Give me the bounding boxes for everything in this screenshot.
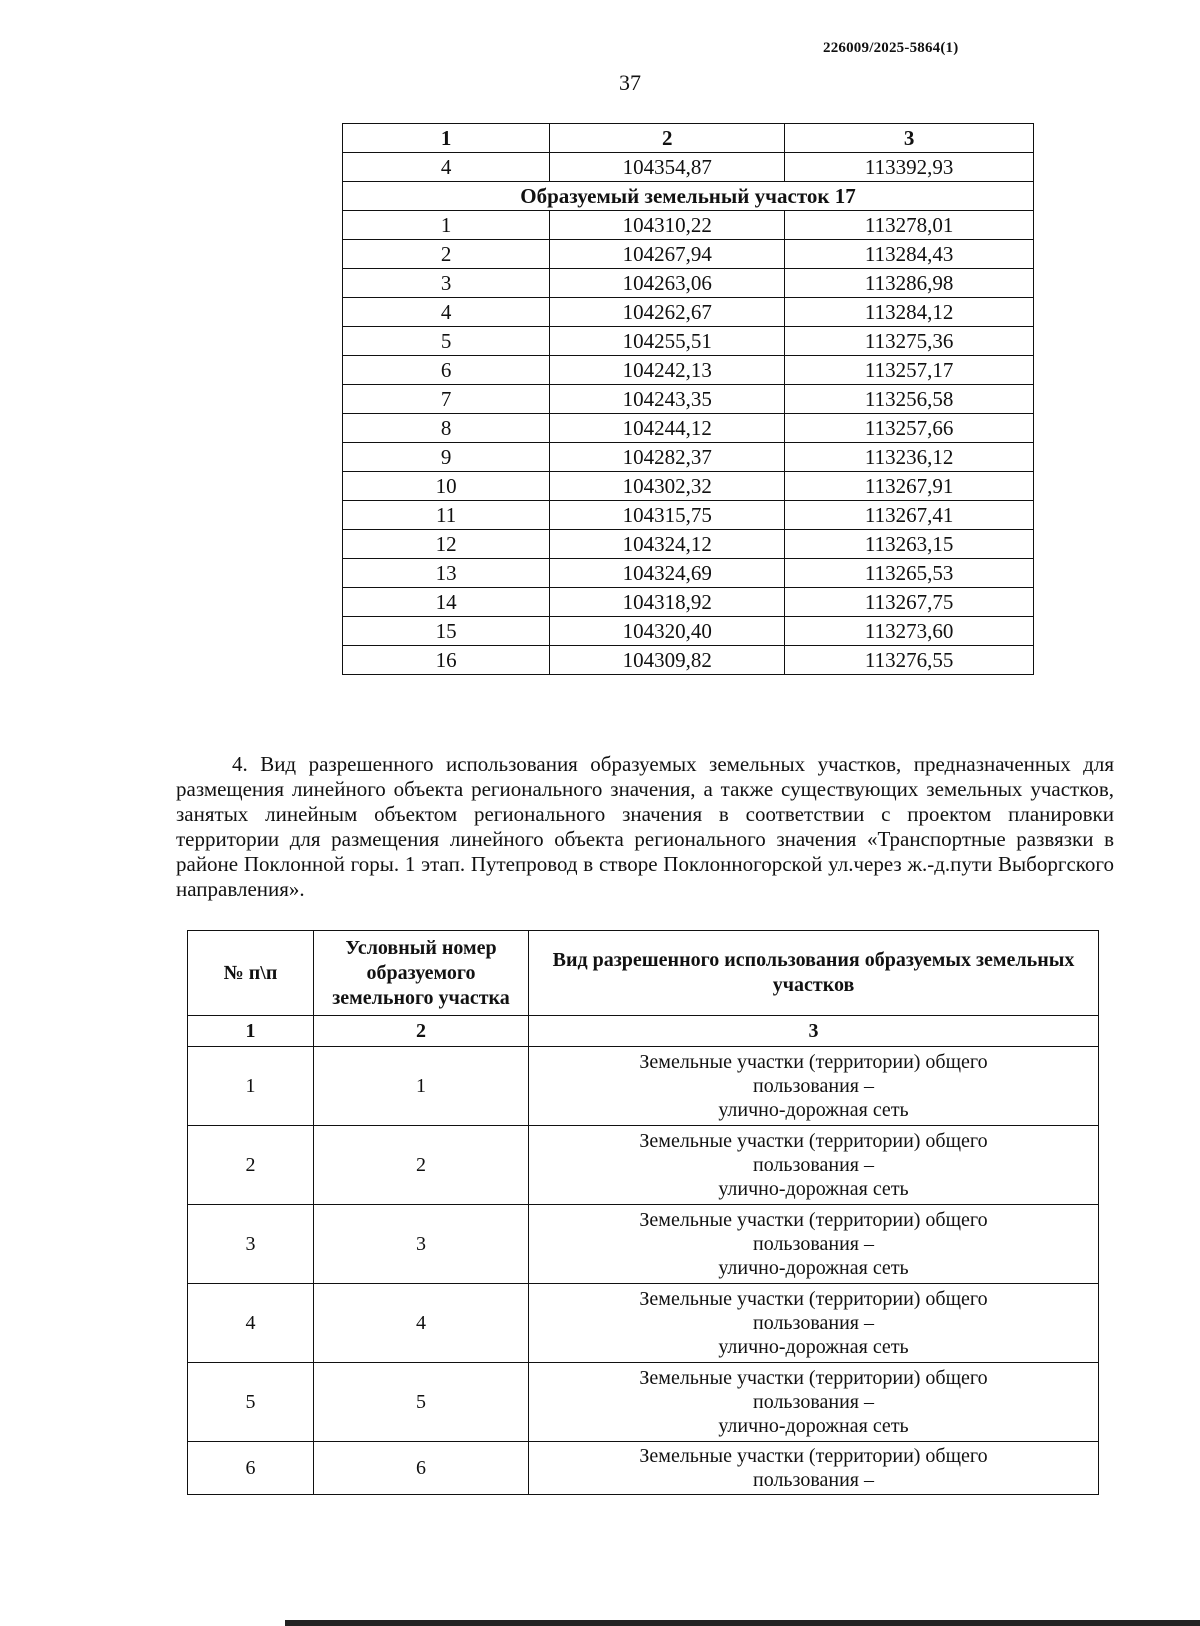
coord-cell: 113267,75 bbox=[785, 588, 1034, 617]
coord-cell: 104324,12 bbox=[550, 530, 785, 559]
permitted-use-table bbox=[187, 930, 1099, 1495]
coord-header-row bbox=[343, 124, 1034, 153]
document-id: 226009/2025-5864(1) bbox=[823, 40, 959, 56]
coord-cell: 12 bbox=[343, 530, 550, 559]
use-description-line: пользования – bbox=[753, 1312, 874, 1334]
coord-cell: 104243,35 bbox=[550, 385, 785, 414]
coord-cell: 5 bbox=[343, 327, 550, 356]
coord-cell: 113267,91 bbox=[785, 472, 1034, 501]
coord-cell: 4 bbox=[343, 153, 550, 182]
coord-row bbox=[343, 646, 1034, 675]
use-row-number: 4 bbox=[188, 1284, 314, 1363]
use-row-number: 5 bbox=[188, 1363, 314, 1442]
coord-cell: 13 bbox=[343, 559, 550, 588]
coord-row bbox=[343, 385, 1034, 414]
coord-cell: 113236,12 bbox=[785, 443, 1034, 472]
use-row bbox=[188, 1284, 1099, 1363]
coord-cell: 113286,98 bbox=[785, 269, 1034, 298]
use-column-numbers-row bbox=[188, 1016, 1099, 1047]
coord-row bbox=[343, 240, 1034, 269]
coord-row bbox=[343, 588, 1034, 617]
coord-cell: 1 bbox=[343, 211, 550, 240]
coord-cell: 2 bbox=[343, 240, 550, 269]
use-description-line: пользования – bbox=[753, 1233, 874, 1255]
coord-row bbox=[343, 501, 1034, 530]
coord-row bbox=[343, 269, 1034, 298]
coord-cell: 104262,67 bbox=[550, 298, 785, 327]
use-plot-number: 6 bbox=[314, 1442, 529, 1495]
coord-cell: 104255,51 bbox=[550, 327, 785, 356]
paragraph-4 bbox=[176, 752, 1114, 902]
coord-cell: 104302,32 bbox=[550, 472, 785, 501]
use-row-number: 6 bbox=[188, 1442, 314, 1495]
page-number: 37 bbox=[619, 70, 641, 95]
coord-cell: 113263,15 bbox=[785, 530, 1034, 559]
use-description-line: улично-дорожная сеть bbox=[718, 1099, 909, 1121]
coord-row bbox=[343, 211, 1034, 240]
coord-cell: 6 bbox=[343, 356, 550, 385]
use-plot-number: 5 bbox=[314, 1363, 529, 1442]
use-plot-number: 2 bbox=[314, 1126, 529, 1205]
coord-cell: 104315,75 bbox=[550, 501, 785, 530]
coord-cell: 8 bbox=[343, 414, 550, 443]
coord-cell: 104242,13 bbox=[550, 356, 785, 385]
coord-cell: 11 bbox=[343, 501, 550, 530]
coord-cell: 104318,92 bbox=[550, 588, 785, 617]
coord-cell: 104320,40 bbox=[550, 617, 785, 646]
coord-row bbox=[343, 414, 1034, 443]
coord-cell: 7 bbox=[343, 385, 550, 414]
use-plot-number: 3 bbox=[314, 1205, 529, 1284]
coord-column-number: 2 bbox=[550, 124, 785, 153]
coord-cell: 104267,94 bbox=[550, 240, 785, 269]
coord-cell: 113265,53 bbox=[785, 559, 1034, 588]
use-description-line: Земельные участки (территории) общего bbox=[639, 1367, 988, 1389]
use-row bbox=[188, 1205, 1099, 1284]
use-row-number: 2 bbox=[188, 1126, 314, 1205]
coord-row bbox=[343, 472, 1034, 501]
coord-row bbox=[343, 559, 1034, 588]
coord-cell: 104263,06 bbox=[550, 269, 785, 298]
use-description-line: улично-дорожная сеть bbox=[718, 1178, 909, 1200]
coord-cell: 113257,17 bbox=[785, 356, 1034, 385]
use-description-line: пользования – bbox=[753, 1391, 874, 1413]
use-description-line: пользования – bbox=[753, 1075, 874, 1097]
use-plot-number: 4 bbox=[314, 1284, 529, 1363]
coord-cell: 9 bbox=[343, 443, 550, 472]
coord-cell: 113273,60 bbox=[785, 617, 1034, 646]
use-description bbox=[529, 1047, 1099, 1126]
coord-cell: 113256,58 bbox=[785, 385, 1034, 414]
coord-cell: 113284,43 bbox=[785, 240, 1034, 269]
use-column-number: 3 bbox=[529, 1016, 1099, 1047]
use-description-line: улично-дорожная сеть bbox=[718, 1336, 909, 1358]
use-row-number: 1 bbox=[188, 1047, 314, 1126]
coord-cell: 104282,37 bbox=[550, 443, 785, 472]
use-description-line: пользования – bbox=[753, 1154, 874, 1176]
use-row-number: 3 bbox=[188, 1205, 314, 1284]
use-description-line: Земельные участки (территории) общего bbox=[639, 1130, 988, 1152]
use-description-line: Земельные участки (территории) общего bbox=[639, 1209, 988, 1231]
coord-cell: 113278,01 bbox=[785, 211, 1034, 240]
coord-cell: 104354,87 bbox=[550, 153, 785, 182]
coord-row bbox=[343, 617, 1034, 646]
use-description-line: Земельные участки (территории) общего bbox=[639, 1288, 988, 1310]
coord-cell: 104244,12 bbox=[550, 414, 785, 443]
coord-cell: 113257,66 bbox=[785, 414, 1034, 443]
use-plot-number: 1 bbox=[314, 1047, 529, 1126]
coord-row bbox=[343, 153, 1034, 182]
coord-cell: 104324,69 bbox=[550, 559, 785, 588]
use-column-number: 1 bbox=[188, 1016, 314, 1047]
use-description bbox=[529, 1205, 1099, 1284]
header-permitted-use: Вид разрешенного использования образуемых земельных участков bbox=[529, 931, 1099, 1016]
use-description bbox=[529, 1126, 1099, 1205]
use-column-number: 2 bbox=[314, 1016, 529, 1047]
coord-cell: 3 bbox=[343, 269, 550, 298]
header-plot-number: Условный номер образуемого земельного участка bbox=[314, 931, 529, 1016]
coord-cell: 113267,41 bbox=[785, 501, 1034, 530]
use-description-line: улично-дорожная сеть bbox=[718, 1415, 909, 1437]
coord-row bbox=[343, 443, 1034, 472]
coord-cell: 15 bbox=[343, 617, 550, 646]
use-row bbox=[188, 1126, 1099, 1205]
coord-cell: 14 bbox=[343, 588, 550, 617]
header-number: № п\п bbox=[188, 931, 314, 1016]
coord-row bbox=[343, 530, 1034, 559]
coordinates-table bbox=[342, 123, 1034, 675]
use-description bbox=[529, 1284, 1099, 1363]
coord-column-number: 3 bbox=[785, 124, 1034, 153]
coord-cell: 104309,82 bbox=[550, 646, 785, 675]
coord-cell: 113275,36 bbox=[785, 327, 1034, 356]
coord-column-number: 1 bbox=[343, 124, 550, 153]
use-description-line: пользования – bbox=[753, 1469, 874, 1491]
use-description bbox=[529, 1442, 1099, 1495]
bottom-rule bbox=[285, 1620, 1200, 1626]
use-table-header-row bbox=[188, 931, 1099, 1016]
coord-cell: 10 bbox=[343, 472, 550, 501]
coord-section-row bbox=[343, 182, 1034, 211]
use-row bbox=[188, 1047, 1099, 1126]
section-title: Образуемый земельный участок 17 bbox=[343, 182, 1034, 211]
coord-cell: 113284,12 bbox=[785, 298, 1034, 327]
use-row bbox=[188, 1442, 1099, 1495]
coord-cell: 16 bbox=[343, 646, 550, 675]
coord-row bbox=[343, 298, 1034, 327]
coord-cell: 113392,93 bbox=[785, 153, 1034, 182]
coord-cell: 104310,22 bbox=[550, 211, 785, 240]
coord-cell: 4 bbox=[343, 298, 550, 327]
use-row bbox=[188, 1363, 1099, 1442]
coord-row bbox=[343, 327, 1034, 356]
use-description-line: Земельные участки (территории) общего bbox=[639, 1445, 988, 1467]
use-description-line: Земельные участки (территории) общего bbox=[639, 1051, 988, 1073]
coord-row bbox=[343, 356, 1034, 385]
paragraph-text: 4. Вид разрешенного использования образуемых земельных участков, предназначенных для размещения линейного объекта регионального значения, а также существующих земельных участков, занятых линейным объектом регионального значения в соответствии с проектом планировки территории для размещения линейного объекта регионального значения «Транспортные развязки в районе Поклонной горы. 1 этап. Путепровод в створе Поклонногорской ул.через ж.-д.пути Выборгского направления». bbox=[176, 752, 1114, 901]
coord-cell: 113276,55 bbox=[785, 646, 1034, 675]
use-description bbox=[529, 1363, 1099, 1442]
use-description-line: улично-дорожная сеть bbox=[718, 1257, 909, 1279]
